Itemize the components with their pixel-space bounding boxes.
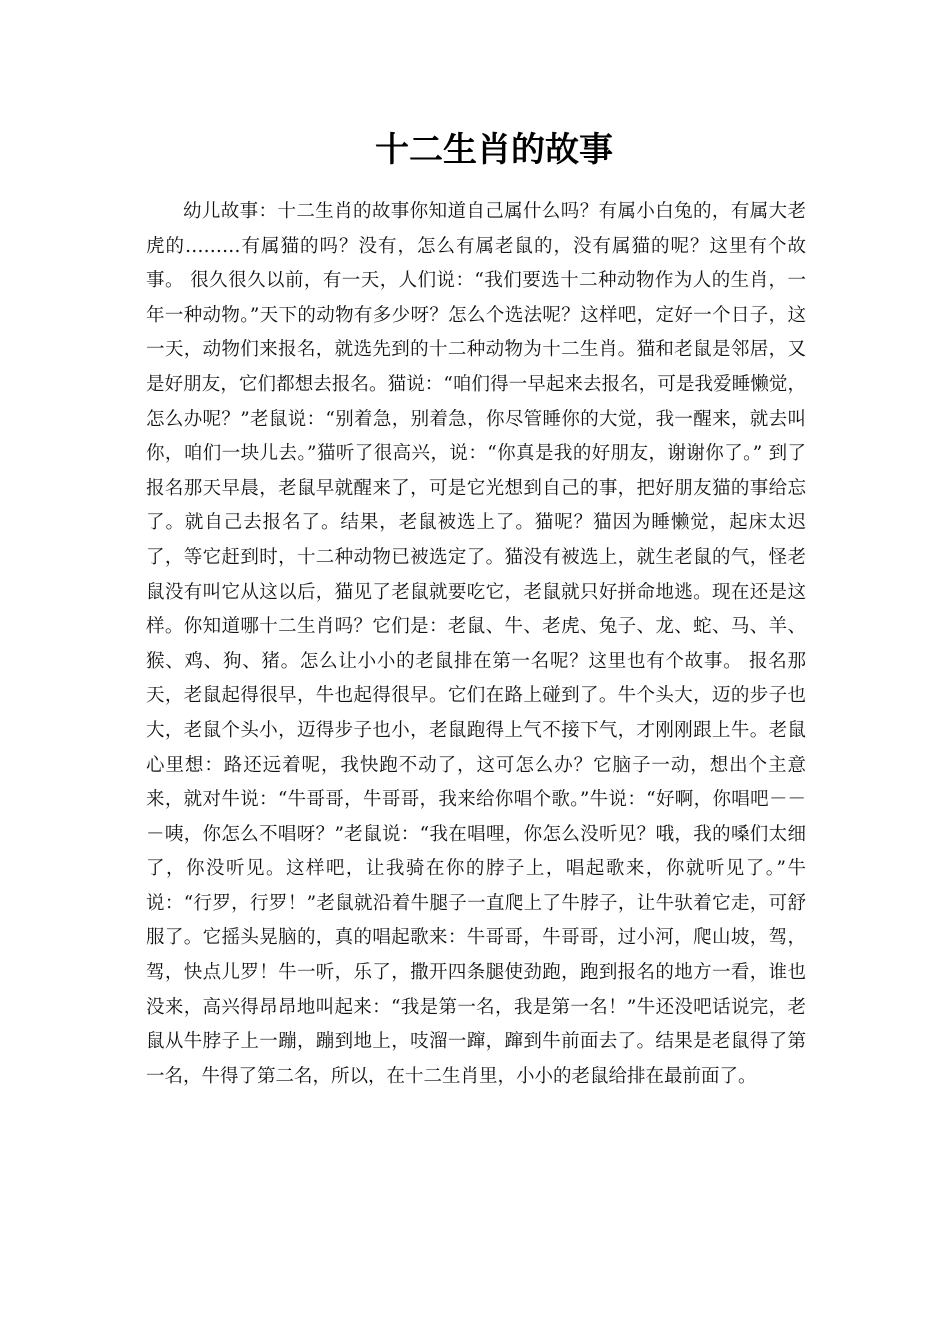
story-paragraph: 幼儿故事：十二生肖的故事你知道自己属什么吗？有属小白兔的，有属大老虎的………有属猫的吗？没有，怎么有属老鼠的，没有属猫的呢？这里有个故事。 很久很久以前，有一天，人们说：“我们要选十二种动物作为人的生肖，一年一种动物。”天下的动物有多少呀？怎么个选法呢？这样吧，定好一个日子，这一天，动物们来报名，就选先到的十二种动物为十二生肖。猫和老鼠是邻居，又是好朋友，它们都想去报名。猫说：“咱们得一早起来去报名，可是我爱睡懒觉，怎么办呢？”老鼠说：“别着急，别着急，你尽管睡你的大觉，我一醒来，就去叫你，咱们一块儿去。”猫听了很高兴，说：“你真是我的好朋友，谢谢你了。” 到了报名那天早晨，老鼠早就醒来了，可是它光想到自己的事，把好朋友猫的事给忘了。就自己去报名了。结果，老鼠被选上了。猫呢？猫因为睡懒觉，起床太迟了，等它赶到时，十二种动物已被选定了。猫没有被选上，就生老鼠的气，怪老鼠没有叫它从这以后，猫见了老鼠就要吃它，老鼠就只好拼命地逃。现在还是这样。你知道哪十二生肖吗？它们是：老鼠、牛、老虎、兔子、龙、蛇、马、羊、猴、鸡、狗、猪。怎么让小小的老鼠排在第一名呢？这里也有个故事。 报名那天，老鼠起得很早，牛也起得很早。它们在路上碰到了。牛个头大，迈的步子也大，老鼠个头小，迈得步子也小，老鼠跑得上气不接下气，才刚刚跟上牛。老鼠心里想：路还远着呢，我快跑不动了，这可怎么办？它脑子一动，想出个主意来，就对牛说：“牛哥哥，牛哥哥，我来给你唱个歌。”牛说：“好啊，你唱吧－－－咦，你怎么不唱呀？”老鼠说：“我在唱哩，你怎么没听见？哦，我的嗓们太细了，你没听见。这样吧，让我骑在你的脖子上，唱起歌来，你就听见了。”牛说：“行罗，行罗！”老鼠就沿着牛腿子一直爬上了牛脖子，让牛驮着它走，可舒服了。它摇头晃脑的，真的唱起歌来：牛哥哥，牛哥哥，过小河，爬山坡，驾，驾，快点儿罗！牛一听，乐了，撒开四条腿使劲跑，跑到报名的地方一看，谁也没来，高兴得昂昂地叫起来：“我是第一名，我是第一名！”牛还没吧话说完，老鼠从牛脖子上一蹦，蹦到地上，吱溜一蹿，蹿到牛前面去了。结果是老鼠得了第一名，牛得了第二名，所以，在十二生肖里，小小的老鼠给排在最前面了。 <box>146 201 806 1087</box>
document-title: 十二生肖的故事 <box>375 130 613 170</box>
